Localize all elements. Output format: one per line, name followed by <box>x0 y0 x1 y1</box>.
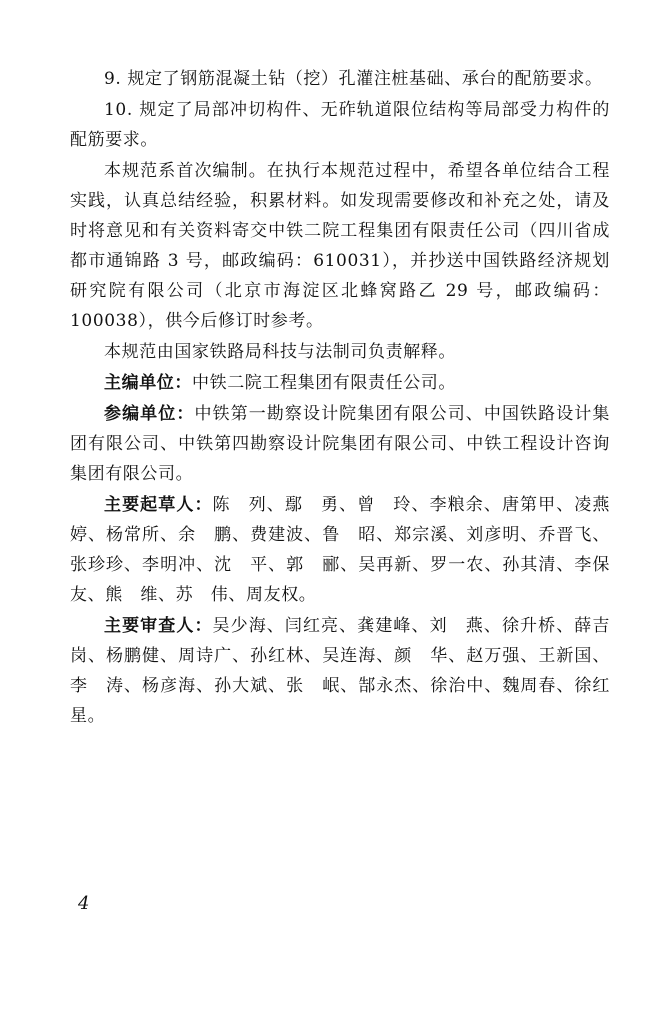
paragraph-feedback: 本规范系首次编制。在执行本规范过程中，希望各单位结合工程实践，认真总结经验，积累材料。如发现需要修改和补充之处，请及时将意见和有关资料寄交中铁二院工程集团有限责任公司（四川省成都市通锦路 3 号，邮政编码：610031），并抄送中国铁路经济规划研究院有限公司（北京市海淀区北蜂窝路乙 29 号，邮政编码：100038），供今后修订时参考。 <box>70 161 610 331</box>
paragraph-interpretation: 本规范由国家铁路局科技与法制司负责解释。 <box>104 342 456 362</box>
chief-unit-paragraph <box>70 368 610 398</box>
participating-units-value: 中铁第一勘察设计院集团有限公司、中国铁路设计集团有限公司、中铁第四勘察设计院集团有限公司、中铁工程设计咨询集团有限公司。 <box>70 404 610 484</box>
page-number: 4 <box>78 893 90 914</box>
chief-unit-label: 主编单位： <box>104 373 192 393</box>
participating-units-label: 参编单位： <box>104 404 195 424</box>
reviewers-paragraph <box>70 611 610 731</box>
paragraph-item-10: 10. 规定了局部冲切构件、无砟轨道限位结构等局部受力构件的配筋要求。 <box>70 100 610 150</box>
drafters-value: 陈 列、鄢 勇、曾 玲、李粮余、唐第甲、凌燕婷、杨常所、余 鹏、费建波、鲁 昭、郑宗溪、刘彦明、乔晋飞、张珍珍、李明冲、沈 平、郭 郦、吴再新、罗一农、孙其清、李保友、熊 维、苏 伟、周友权。 <box>70 495 610 605</box>
paragraph-item-9: 9. 规定了钢筋混凝土钻（挖）孔灌注桩基础、承台的配筋要求。 <box>104 69 603 89</box>
participating-units-paragraph <box>70 399 610 489</box>
reviewers-value: 吴少海、闫红亮、龚建峰、刘 燕、徐升桥、薛吉岗、杨鹏健、周诗广、孙红林、吴连海、颜 华、赵万强、王新国、李 涛、杨彦海、孙大斌、张 岷、郜永杰、徐治中、魏周春、徐红星。 <box>70 616 610 726</box>
reviewers-label: 主要审查人： <box>104 616 213 636</box>
page-content <box>70 64 610 732</box>
drafters-paragraph <box>70 490 610 610</box>
drafters-label: 主要起草人： <box>104 495 213 515</box>
chief-unit-value: 中铁二院工程集团有限责任公司。 <box>192 373 456 393</box>
